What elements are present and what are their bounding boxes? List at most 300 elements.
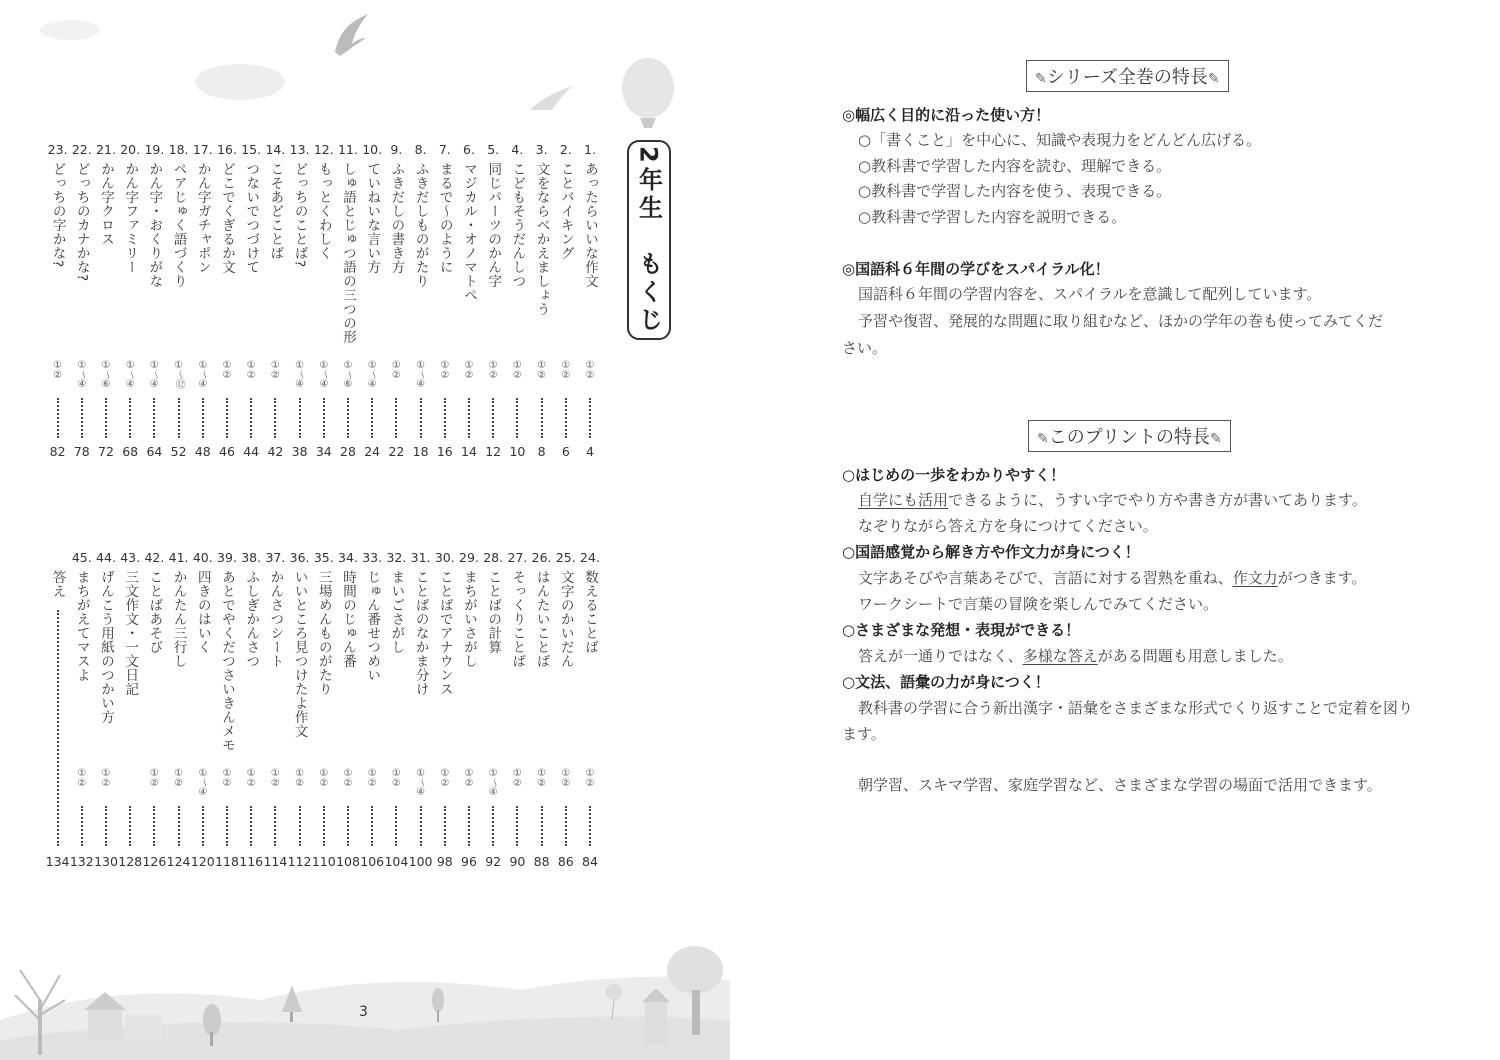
range-text: ①② bbox=[366, 768, 378, 788]
print-heading: このプリントの特長 bbox=[1048, 427, 1211, 448]
toc-entry bbox=[409, 548, 433, 874]
toc-entry-number: 8. bbox=[414, 142, 427, 157]
toc-entry bbox=[336, 140, 360, 464]
toc-entry-number: 17. bbox=[192, 142, 213, 157]
dot-leader bbox=[57, 398, 59, 438]
toc-entry bbox=[336, 548, 360, 874]
range-text: ①② bbox=[342, 768, 354, 788]
toc-entry-title: かん字・おくりがな bbox=[146, 162, 163, 288]
dot-leader bbox=[444, 806, 446, 846]
toc-entry bbox=[505, 548, 529, 874]
toc-entry bbox=[481, 548, 505, 874]
cloud-icon bbox=[195, 64, 285, 100]
underlined-text: 自学にも活用 bbox=[858, 491, 949, 509]
toc-entry-page: 116 bbox=[239, 854, 264, 869]
toc-entry-range bbox=[439, 360, 450, 380]
toc-entry-page: 42 bbox=[267, 444, 284, 459]
range-text: ①② bbox=[221, 768, 233, 788]
dot-leader bbox=[323, 398, 325, 438]
toc-entry-page: 124 bbox=[166, 854, 191, 869]
toc-entry-page: 128 bbox=[118, 854, 143, 869]
series-s1-line2: ○教科書で学習した内容を読む、理解できる。 bbox=[858, 157, 1172, 175]
toc-entry-number: 44. bbox=[96, 550, 116, 565]
toc-entry-title: 四きのはいく bbox=[194, 570, 211, 654]
dot-leader bbox=[299, 398, 301, 438]
pencil-icon: ✎ bbox=[1210, 431, 1222, 447]
text-span: がつきます。 bbox=[1277, 569, 1367, 587]
toc-entry-number: 39. bbox=[217, 550, 237, 565]
toc-entry-number: 4. bbox=[511, 142, 524, 157]
dot-leader bbox=[81, 806, 83, 846]
toc-entry-number: 2. bbox=[559, 142, 572, 157]
print-f1-line1 bbox=[858, 489, 1367, 510]
toc-entry bbox=[554, 548, 578, 874]
range-text: ①～④ bbox=[148, 360, 160, 389]
toc-entry-page: 38 bbox=[291, 444, 308, 459]
dot-leader bbox=[565, 806, 567, 846]
toc-entry-title: ふしぎかんさつ bbox=[243, 570, 260, 668]
range-text: ①② bbox=[487, 360, 499, 380]
toc-entry-title: かんさつシート bbox=[267, 570, 284, 668]
series-s2-line2: 予習や復習、発展的な問題に取り組むなど、ほかの学年の巻も使ってみてくだ bbox=[858, 312, 1384, 330]
series-section2-title: ◎国語科６年間の学びをスパイラル化！ bbox=[842, 260, 1110, 278]
toc-entry-title: そっくりことば bbox=[509, 570, 526, 668]
toc-entry-page: 64 bbox=[146, 444, 163, 459]
toc-entry-range bbox=[173, 768, 184, 788]
toc-entry-number: 18. bbox=[168, 142, 189, 157]
print-f2-line1 bbox=[858, 567, 1367, 588]
print-heading-box bbox=[1028, 420, 1231, 452]
dot-leader bbox=[420, 806, 422, 846]
range-text: ①～④ bbox=[197, 360, 209, 389]
cloud-icon bbox=[40, 20, 100, 40]
toc-entry bbox=[167, 548, 191, 874]
toc-entry-number: 7. bbox=[438, 142, 451, 157]
range-text: ①② bbox=[560, 768, 572, 788]
range-text: ①～⑥ bbox=[342, 360, 354, 389]
toc-entry-number: 13. bbox=[289, 142, 310, 157]
toc-entry-number: 30. bbox=[434, 550, 455, 565]
dot-leader bbox=[250, 398, 252, 438]
toc-entry-range bbox=[101, 360, 112, 389]
dot-leader bbox=[81, 398, 83, 438]
toc-entry-number: 27. bbox=[507, 550, 528, 565]
toc-entry-title: こどもそうだんしつ bbox=[509, 162, 526, 288]
left-page bbox=[0, 0, 730, 1060]
dot-leader bbox=[129, 398, 131, 438]
toc-entry-title: かん字ガチャポン bbox=[194, 162, 211, 274]
range-text: ①～④ bbox=[124, 360, 136, 389]
toc-entry bbox=[94, 548, 118, 874]
dot-leader bbox=[226, 806, 228, 846]
toc-entry-number: 3. bbox=[535, 142, 548, 157]
toc-entry bbox=[360, 548, 384, 874]
toc-entry-range bbox=[391, 360, 402, 380]
toc-entry-number: 1. bbox=[584, 142, 596, 157]
toc-entry-range bbox=[585, 360, 596, 380]
toc-entry bbox=[312, 548, 336, 874]
closing-text: 朝学習、スキマ学習、家庭学習など、さまざまな学習の場面で活用できます。 bbox=[858, 776, 1382, 794]
range-text: ①② bbox=[269, 768, 281, 788]
toc-entry-page: 84 bbox=[582, 854, 598, 869]
range-text: ①② bbox=[463, 768, 475, 788]
toc-entry bbox=[578, 548, 602, 874]
toc-entry-range bbox=[149, 360, 160, 389]
toc-entry-page: 18 bbox=[412, 444, 429, 459]
range-text: ①～④ bbox=[487, 768, 499, 797]
toc-entry bbox=[554, 140, 578, 464]
range-text: ①② bbox=[52, 360, 64, 380]
dot-leader bbox=[589, 806, 591, 846]
toc-entry-page: 48 bbox=[194, 444, 211, 459]
toc-entry-page: 10 bbox=[509, 444, 526, 459]
dot-leader bbox=[541, 398, 543, 438]
underlined-text: 多様な答え bbox=[1022, 647, 1098, 665]
toc-entry-title: ことバイキング bbox=[557, 162, 574, 260]
range-text: ①～④ bbox=[76, 360, 88, 389]
toc-entry-range bbox=[343, 360, 354, 389]
dot-leader bbox=[395, 398, 397, 438]
toc-entry-page: 12 bbox=[485, 444, 502, 459]
dot-leader bbox=[153, 806, 155, 846]
range-text: ①② bbox=[173, 768, 185, 788]
toc-entry-range bbox=[125, 360, 136, 389]
print-feature4-title: ○文法、語彙の力が身につく！ bbox=[842, 673, 1050, 691]
toc-entry-range bbox=[318, 768, 329, 788]
range-text: ①② bbox=[294, 768, 306, 788]
range-text: ①② bbox=[269, 360, 281, 380]
toc-entry-number: 40. bbox=[192, 550, 213, 565]
range-text: ①② bbox=[536, 768, 548, 788]
dot-leader bbox=[250, 806, 252, 846]
toc-entry-number: 36. bbox=[289, 550, 310, 565]
print-f2-line2: ワークシートで言葉の冒険を楽しんでみてください。 bbox=[858, 595, 1219, 613]
toc-entry-range bbox=[318, 360, 329, 389]
toc-entry-title: どっちの字かな? bbox=[49, 162, 66, 268]
toc-entry-range bbox=[173, 360, 184, 388]
toc-entry-title: 同じパーツのかん字 bbox=[485, 162, 502, 288]
print-feature2-title: ○国語感覚から解き方や作文力が身につく！ bbox=[842, 543, 1140, 561]
dot-leader bbox=[565, 398, 567, 438]
dot-leader bbox=[468, 806, 470, 846]
toc-entry bbox=[433, 140, 457, 464]
toc-entry-number: 23. bbox=[47, 142, 68, 157]
print-f1-line2: なぞりながら答え方を身につけてください。 bbox=[858, 517, 1158, 535]
toc-entry-number: 41. bbox=[168, 550, 189, 565]
toc-entry-page: 106 bbox=[360, 854, 385, 869]
dot-leader bbox=[129, 806, 131, 846]
range-text: ①② bbox=[536, 360, 548, 380]
range-text: ①～⑫ bbox=[173, 360, 185, 388]
toc-entry bbox=[215, 140, 239, 464]
range-text: ①② bbox=[148, 768, 160, 788]
toc-entry-range bbox=[415, 768, 426, 797]
toc-entry-number: 38. bbox=[241, 550, 262, 565]
toc-entry-range bbox=[560, 768, 571, 788]
toc-entry bbox=[70, 548, 94, 874]
toc-entry bbox=[288, 140, 312, 464]
toc-entry-page: 132 bbox=[69, 854, 94, 869]
toc-entry-number: 6. bbox=[463, 142, 475, 157]
toc-entry bbox=[457, 140, 481, 464]
toc-entry-page: 44 bbox=[243, 444, 260, 459]
toc-entry-range bbox=[391, 768, 402, 788]
toc-entry-range bbox=[76, 768, 87, 788]
toc-entry-number: 22. bbox=[71, 142, 92, 157]
toc-entry-page: 100 bbox=[408, 854, 433, 869]
bird-icon bbox=[530, 86, 572, 110]
dot-leader bbox=[420, 398, 422, 438]
right-page bbox=[750, 0, 1500, 1060]
toc-entry-range bbox=[488, 768, 499, 797]
toc-entry bbox=[505, 140, 529, 464]
toc-entry-range bbox=[222, 360, 233, 380]
pencil-icon: ✎ bbox=[1037, 431, 1049, 447]
toc-entry-number: 9. bbox=[390, 142, 403, 157]
toc-entry bbox=[530, 548, 554, 874]
toc-entry-range bbox=[367, 768, 378, 788]
toc-entry bbox=[142, 548, 166, 874]
toc-entry-number: 31. bbox=[410, 550, 431, 565]
toc-entry bbox=[215, 548, 239, 874]
dot-leader bbox=[395, 806, 397, 846]
toc-entry-page: 46 bbox=[219, 444, 235, 459]
toc-entry-number: 16. bbox=[217, 142, 237, 157]
toc-entry-range bbox=[101, 768, 112, 788]
dot-leader bbox=[105, 806, 107, 846]
toc-entry bbox=[360, 140, 384, 464]
dot-leader bbox=[444, 398, 446, 438]
range-text: ①② bbox=[511, 768, 523, 788]
toc-entry-page: 88 bbox=[533, 854, 550, 869]
toc-entry-number: 19. bbox=[144, 142, 165, 157]
dot-leader bbox=[516, 806, 518, 846]
toc-entry-title: まちがいさがし bbox=[461, 570, 477, 668]
toc-entry-title: どこでくぎるか文 bbox=[219, 162, 235, 274]
toc-entry-range bbox=[367, 360, 378, 389]
toc-entry-page: 78 bbox=[73, 444, 90, 459]
toc-entry-title: しゅ語とじゅつ語の三つの形 bbox=[340, 162, 356, 344]
house-icon bbox=[125, 1015, 163, 1041]
dot-leader bbox=[153, 398, 155, 438]
toc-entry-title: げんこう用紙のつかい方 bbox=[98, 570, 114, 724]
toc-entry-range bbox=[222, 768, 233, 788]
print-feature1-title: ○はじめの一歩をわかりやすく！ bbox=[842, 466, 1066, 484]
dot-leader bbox=[202, 398, 204, 438]
toc-entry bbox=[288, 548, 312, 874]
toc-entry bbox=[118, 140, 142, 464]
underlined-text: 作文力 bbox=[1232, 569, 1278, 587]
toc-title: 2年生 もくじ bbox=[634, 145, 663, 335]
text-span: 答えが一通りではなく、 bbox=[858, 647, 1023, 665]
toc-entry-title: まいごさがし bbox=[388, 570, 405, 654]
range-text: ①② bbox=[584, 360, 596, 380]
toc-entry bbox=[433, 548, 457, 874]
toc-entry bbox=[409, 140, 433, 464]
toc-entry bbox=[263, 548, 287, 874]
toc-entry-range bbox=[246, 768, 257, 788]
print-f3-line1 bbox=[858, 645, 1293, 666]
toc-entry-page: 16 bbox=[436, 444, 453, 459]
toc-entry-title: 答え bbox=[49, 570, 66, 598]
toc-entry-title: 文をならべかえましょう bbox=[533, 162, 550, 316]
toc-entry-page: 82 bbox=[49, 444, 66, 459]
toc-entry-page: 120 bbox=[190, 854, 215, 869]
dot-leader bbox=[492, 398, 494, 438]
toc-entry-page: 24 bbox=[364, 444, 381, 459]
dot-leader bbox=[57, 610, 59, 846]
toc-entry-page: 130 bbox=[94, 854, 118, 869]
toc-title-box bbox=[627, 140, 671, 340]
dot-leader bbox=[105, 398, 107, 438]
print-f4-line1: 教科書の学習に合う新出漢字・語彙をさまざまな形式でくり返すことで定着を図り bbox=[858, 699, 1414, 717]
dot-leader bbox=[492, 806, 494, 846]
toc-entry-title: あったらいいな作文 bbox=[582, 162, 598, 288]
toc-entry-page: 104 bbox=[384, 854, 409, 869]
toc-entry bbox=[263, 140, 287, 464]
toc-entry-page: 14 bbox=[461, 444, 477, 459]
series-s1-line3: ○教科書で学習した内容を使う、表現できる。 bbox=[858, 182, 1172, 200]
sky-decoration bbox=[0, 0, 730, 140]
toc-entry bbox=[46, 140, 70, 464]
range-text: ①② bbox=[390, 360, 402, 380]
toc-entry-range bbox=[149, 768, 160, 788]
toc-entry-title: 三文作文・一文日記 bbox=[122, 570, 139, 696]
series-heading: シリーズ全巻の特長 bbox=[1046, 67, 1208, 88]
text-span: できるように、うすい字でやり方や書き方が書いてあります。 bbox=[948, 491, 1367, 509]
toc-entry-number: 28. bbox=[483, 550, 504, 565]
toc-entry-title: ふきだしものがたり bbox=[412, 162, 429, 288]
range-text: ①② bbox=[439, 768, 451, 788]
toc-entry-number: 5. bbox=[487, 142, 500, 157]
toc-entry-title: どっちのことば? bbox=[291, 162, 308, 268]
toc-entry-page: 96 bbox=[461, 854, 477, 869]
range-text: ①② bbox=[560, 360, 572, 380]
range-text: ①② bbox=[245, 768, 257, 788]
toc-entry-title: じゅん番せつめい bbox=[364, 570, 381, 682]
toc-entry-title: ふきだしの書き方 bbox=[388, 162, 405, 274]
toc-entry-page: 118 bbox=[215, 854, 239, 869]
toc-entry-page: 134 bbox=[45, 854, 70, 869]
toc-entry bbox=[191, 548, 215, 874]
dot-leader bbox=[589, 398, 591, 438]
toc-entry-title: まるで～のように bbox=[436, 162, 453, 274]
toc-entry-range bbox=[294, 768, 305, 788]
dot-leader bbox=[516, 398, 518, 438]
toc-entry-title: いいところ見つけたよ作文 bbox=[291, 570, 308, 738]
toc-entry-title: ことばでアナウンス bbox=[436, 570, 453, 696]
toc-entry-range bbox=[536, 768, 547, 788]
toc-entry bbox=[167, 140, 191, 464]
toc-entry-title: ことばの計算 bbox=[485, 570, 502, 654]
toc-entry-number: 10. bbox=[362, 142, 383, 157]
pencil-icon: ✎ bbox=[1035, 71, 1047, 87]
toc-entry-title: 文字のかいだん bbox=[557, 570, 574, 668]
dot-leader bbox=[468, 398, 470, 438]
toc-entry bbox=[530, 140, 554, 464]
balloon-icon bbox=[622, 58, 674, 118]
toc-entry-page: 28 bbox=[340, 444, 356, 459]
dot-leader bbox=[323, 806, 325, 846]
range-text: ①～⑥ bbox=[100, 360, 112, 389]
toc-entry-title: マジカル・オノマトペ bbox=[461, 162, 477, 302]
toc-entry-range bbox=[270, 360, 281, 380]
toc-entry-page: 72 bbox=[98, 444, 114, 459]
toc-entry-range bbox=[512, 360, 523, 380]
toc-entry-number: 21. bbox=[96, 142, 116, 157]
toc-entry-page: 126 bbox=[142, 854, 167, 869]
toc-entry-range bbox=[464, 360, 475, 380]
toc-entry-title: 三場めんものがたり bbox=[315, 570, 332, 696]
toc-entry-page: 68 bbox=[122, 444, 139, 459]
toc-entry bbox=[239, 548, 263, 874]
range-text: ①② bbox=[100, 768, 112, 788]
toc-entry bbox=[384, 140, 408, 464]
dot-leader bbox=[371, 806, 373, 846]
toc-entry-title: 数えることば bbox=[582, 570, 598, 654]
range-text: ①② bbox=[245, 360, 257, 380]
toc-entry-title: ていねいな言い方 bbox=[364, 162, 381, 274]
bird-icon bbox=[335, 14, 368, 56]
series-s2-line3: さい。 bbox=[842, 339, 888, 357]
range-text: ①② bbox=[390, 768, 402, 788]
toc-entry-title: あとでやくだつさいきんメモ bbox=[219, 570, 235, 752]
toc-entry-title: こそあどことば bbox=[267, 162, 284, 260]
toc-entry-page: 22 bbox=[388, 444, 405, 459]
toc-entry bbox=[384, 548, 408, 874]
dot-leader bbox=[347, 806, 349, 846]
dot-leader bbox=[347, 398, 349, 438]
toc-entry-range bbox=[294, 360, 305, 389]
toc-entry-page: 92 bbox=[485, 854, 502, 869]
toc-entry-title: どっちのカナかな? bbox=[73, 162, 90, 282]
toc-entry-title: かん字ファミリー bbox=[122, 162, 139, 274]
range-text: ①② bbox=[439, 360, 451, 380]
dot-leader bbox=[541, 806, 543, 846]
dot-leader bbox=[274, 806, 276, 846]
toc-entry-page: 86 bbox=[557, 854, 574, 869]
page-number: 3 bbox=[359, 1004, 368, 1020]
toc-entry bbox=[46, 548, 70, 874]
series-s1-line1: ○「書くこと」を中心に、知識や表現力をどんどん広げる。 bbox=[858, 131, 1262, 149]
toc-entry-range bbox=[52, 360, 63, 380]
toc-entry-number: 35. bbox=[313, 550, 334, 565]
text-span: がある問題も用意しました。 bbox=[1097, 647, 1293, 665]
toc-entry-number: 37. bbox=[265, 550, 286, 565]
range-text: ①～④ bbox=[366, 360, 378, 389]
toc-entry bbox=[70, 140, 94, 464]
toc-entry-range bbox=[512, 768, 523, 788]
range-text: ①～④ bbox=[294, 360, 306, 389]
toc-entry bbox=[191, 140, 215, 464]
pencil-icon: ✎ bbox=[1207, 71, 1220, 87]
dot-leader bbox=[299, 806, 301, 846]
toc-entry-title: かん字クロス bbox=[98, 162, 114, 246]
toc-entry-number: 11. bbox=[338, 142, 358, 157]
toc-entry-range bbox=[585, 768, 596, 788]
toc-entry-page: 110 bbox=[311, 854, 336, 869]
toc-entry-range bbox=[488, 360, 499, 380]
range-text: ①② bbox=[511, 360, 523, 380]
toc-entry-title: つないでつづけて bbox=[243, 162, 260, 274]
toc-entry-number: 32. bbox=[386, 550, 407, 565]
landscape-decoration bbox=[0, 940, 730, 1060]
toc-entry-range bbox=[415, 360, 426, 389]
toc-entry-range bbox=[464, 768, 475, 788]
toc-entry bbox=[118, 548, 142, 874]
toc-entry-range bbox=[343, 768, 354, 788]
toc-entry-title: ことばあそび bbox=[146, 570, 163, 654]
